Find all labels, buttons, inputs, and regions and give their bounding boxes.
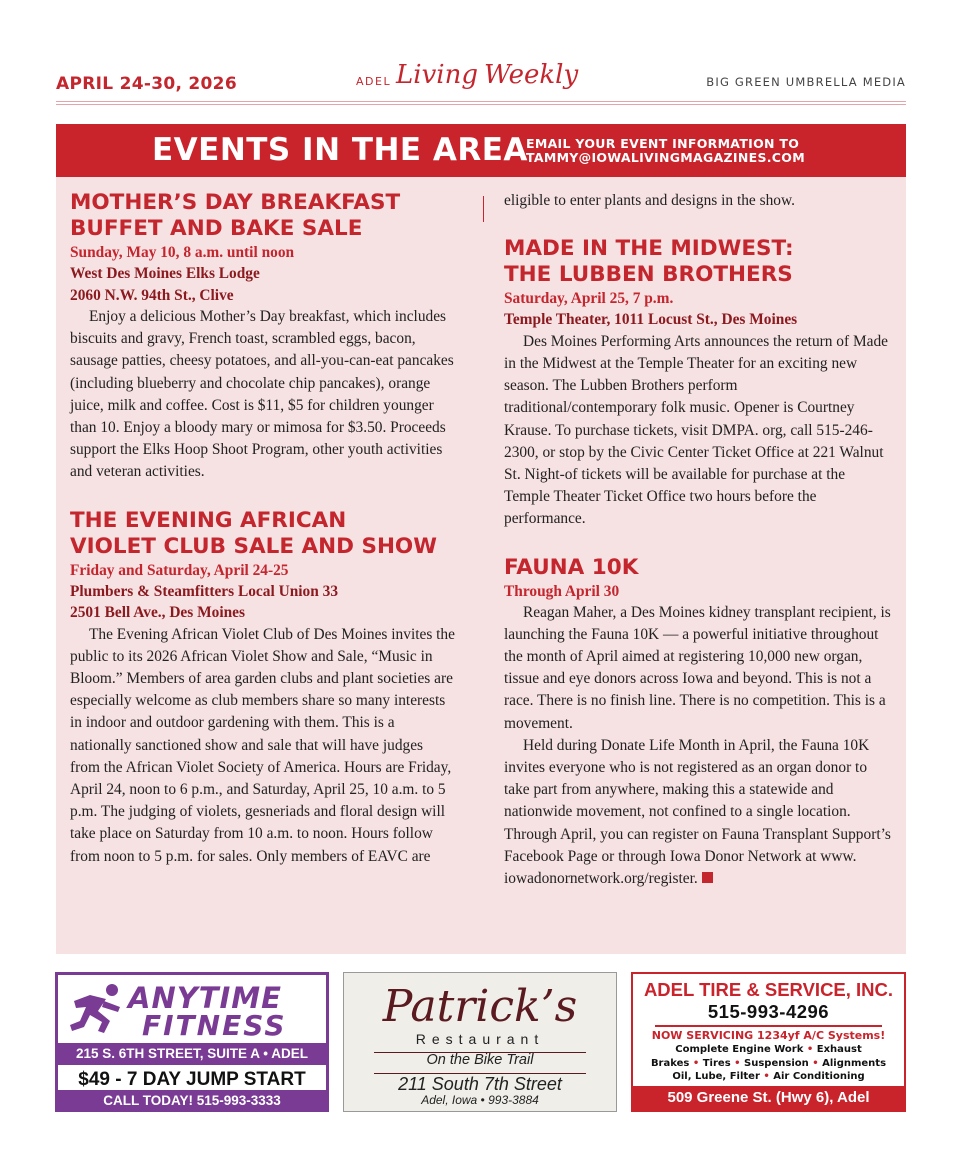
header-divider: [56, 101, 906, 102]
tire-shop-phone[interactable]: 515-993-4296: [707, 1001, 830, 1022]
events-title: EVENTS IN THE AREA: [152, 132, 528, 168]
event-made-in-midwest: [504, 236, 894, 530]
tire-shop-promo: NOW SERVICING 1234yf A/C Systems!: [651, 1029, 886, 1042]
restaurant-city-phone: Adel, Iowa • 993-3884: [421, 1093, 539, 1107]
fitness-name-line2: FITNESS: [142, 1009, 287, 1042]
events-banner: [56, 124, 906, 177]
event-description: Enjoy a delicious Mother’s Day breakfast, which includes biscuits and gravy, French toast, scrambled eggs, bacon, sausage patties, cheesy potatoes, and all-you-can-eat pancakes (including blueberry and chocolate chip pancakes), orange juice, milk and coffee. Cost is $11, $5 for children younger than 10. Enjoy a bloody mary or mimosa for $3.50. Proceeds support the Elks Hoop Shoot Program, other youth activities and veteran activities.: [70, 308, 454, 481]
ad-anytime-fitness[interactable]: [55, 972, 329, 1112]
event-date: Friday and Saturday, April 24-25: [70, 561, 289, 579]
ad-divider: [655, 1025, 882, 1027]
fitness-phone[interactable]: CALL TODAY! 515-993-3333: [58, 1090, 326, 1112]
event-description-continued: eligible to enter plants and designs in the show.: [504, 192, 795, 209]
publication-logo: [356, 60, 606, 100]
event-title: [504, 236, 894, 288]
service-item: Oil, Lube, Filter: [672, 1071, 760, 1082]
header-divider-secondary: [56, 104, 906, 105]
event-description: Reagan Maher, a Des Moines kidney transplant recipient, is launching the Fauna 10K — a powerful initiative throughout the month of April aimed at registering 10,000 new organ, tissue and eye donors across Iowa and beyond. This is not a race. There is no finish line. There is no competition. This is a movement.: [504, 603, 891, 732]
event-title-line: THE EVENING AFRICAN: [70, 507, 347, 533]
submit-email-note: [526, 137, 805, 165]
tire-services-row: Brakes • Tires • Suspension • Alignments: [650, 1058, 887, 1069]
event-venue: Plumbers & Steamfitters Local Union 33: [70, 582, 339, 600]
logo-prefix: ADEL: [356, 75, 392, 88]
service-item: Alignments: [822, 1058, 887, 1069]
service-item: Exhaust: [816, 1044, 862, 1055]
fitness-logo: [58, 975, 326, 1041]
fitness-address: 215 S. 6TH STREET, SUITE A • ADEL: [58, 1043, 326, 1065]
tire-shop-name: ADEL TIRE & SERVICE, INC.: [643, 979, 894, 1000]
event-fauna-10k: [504, 555, 894, 891]
right-column: [504, 190, 894, 890]
event-title: [70, 190, 456, 242]
event-venue: Temple Theater, 1011 Locust St., Des Moines: [504, 311, 798, 329]
event-african-violet: [70, 508, 456, 868]
event-title-line: THE LUBBEN BROTHERS: [504, 262, 793, 288]
service-item: Brakes: [650, 1058, 690, 1069]
end-of-story-icon: [702, 872, 713, 883]
event-title: FAUNA 10K: [504, 554, 639, 580]
event-date: Saturday, April 25, 7 p.m.: [504, 290, 674, 308]
tire-shop-address: 509 Greene St. (Hwy 6), Adel: [633, 1086, 904, 1110]
event-title-line: MOTHER’S DAY BREAKFAST: [70, 190, 401, 215]
event-mothers-day: [70, 190, 456, 484]
event-description: Des Moines Performing Arts announces the return of Made in the Midwest at the Temple Theater for an exciting new season. The Lubben Brothers perform traditional/contemporary folk music. Opener is Courtney Krause. To purchase tickets, visit DMPA. org, call 515-246-2300, or stop by the Civic Center Ticket Office at 221 Walnut St. Night-of tickets will be available for purchase at the Temple Theater Ticket Office two hours before the performance.: [504, 332, 889, 528]
event-title: [70, 508, 456, 560]
service-item: Complete Engine Work: [675, 1044, 804, 1055]
fitness-name-line1: ANYTIME: [128, 981, 282, 1015]
publisher-name: BIG GREEN UMBRELLA MEDIA: [706, 75, 906, 89]
submit-email-line1: EMAIL YOUR EVENT INFORMATION TO: [526, 136, 800, 151]
restaurant-street: 211 South 7th Street: [398, 1074, 562, 1094]
event-venue: West Des Moines Elks Lodge: [70, 265, 260, 282]
fitness-offer: $49 - 7 DAY JUMP START: [78, 1069, 306, 1090]
event-title-line: VIOLET CLUB SALE AND SHOW: [70, 533, 437, 559]
submit-email-address[interactable]: TAMMY@IOWALIVINGMAGAZINES.COM: [526, 150, 805, 165]
events-panel: [56, 124, 906, 954]
ad-adel-tire[interactable]: [631, 972, 906, 1112]
event-description: The Evening African Violet Club of Des Moines invites the public to its 2026 African Violet Show and Sale, “Music in Bloom.” Members of area garden clubs and plant societies are especially welcome as club members share so many interests in indoor and outdoor gardening with them. This is a nationally sanctioned show and sale that will have judges from the African Violet Society of America. Hours are Friday, April 24, noon to 6 p.m., and Saturday, April 25, 10 a.m. to 5 p.m. The judging of violets, gesneriads and floral design will take place on Saturday from 10 a.m. to noon. Hours follow from noon to 5 p.m. for sales. Only members of EAVC are: [70, 625, 455, 865]
event-address: 2060 N.W. 94th St., Clive: [70, 286, 234, 304]
event-title-line: MADE IN THE MIDWEST:: [504, 236, 794, 262]
restaurant-tagline: On the Bike Trail: [426, 1052, 534, 1068]
event-description: [504, 735, 894, 890]
service-item: Air Conditioning: [773, 1071, 865, 1082]
tire-services-row: Complete Engine Work • Exhaust: [675, 1044, 862, 1055]
tire-services-row: Oil, Lube, Filter • Air Conditioning: [672, 1071, 865, 1082]
event-description-text: Held during Donate Life Month in April, the Fauna 10K invites everyone who is not registered as an organ donor to take part from anywhere, making this a statewide and nationwide movement, not confined to a single location. Through April, you can register on Fauna Transplant Support’s Facebook Page or through Iowa Donor Network at www. iowadonornetwork.org/register.: [504, 736, 891, 887]
column-divider: [483, 196, 484, 222]
restaurant-label: Restaurant: [415, 1031, 545, 1047]
event-address: 2501 Bell Ave., Des Moines: [70, 604, 245, 622]
logo-living: Living: [396, 60, 478, 90]
running-man-icon: [68, 981, 126, 1037]
page-header: [56, 60, 906, 102]
issue-date: APRIL 24-30, 2026: [56, 74, 237, 94]
event-date: Through April 30: [504, 582, 620, 600]
restaurant-name: Patrick’s: [382, 981, 578, 1032]
logo-weekly: Weekly: [484, 60, 579, 90]
ad-patricks-restaurant[interactable]: [343, 972, 617, 1112]
service-item: Tires: [702, 1058, 731, 1069]
service-item: Suspension: [744, 1058, 809, 1069]
left-column: [70, 190, 456, 868]
event-title-line: BUFFET AND BAKE SALE: [70, 216, 363, 241]
event-date: Sunday, May 10, 8 a.m. until noon: [70, 244, 295, 261]
